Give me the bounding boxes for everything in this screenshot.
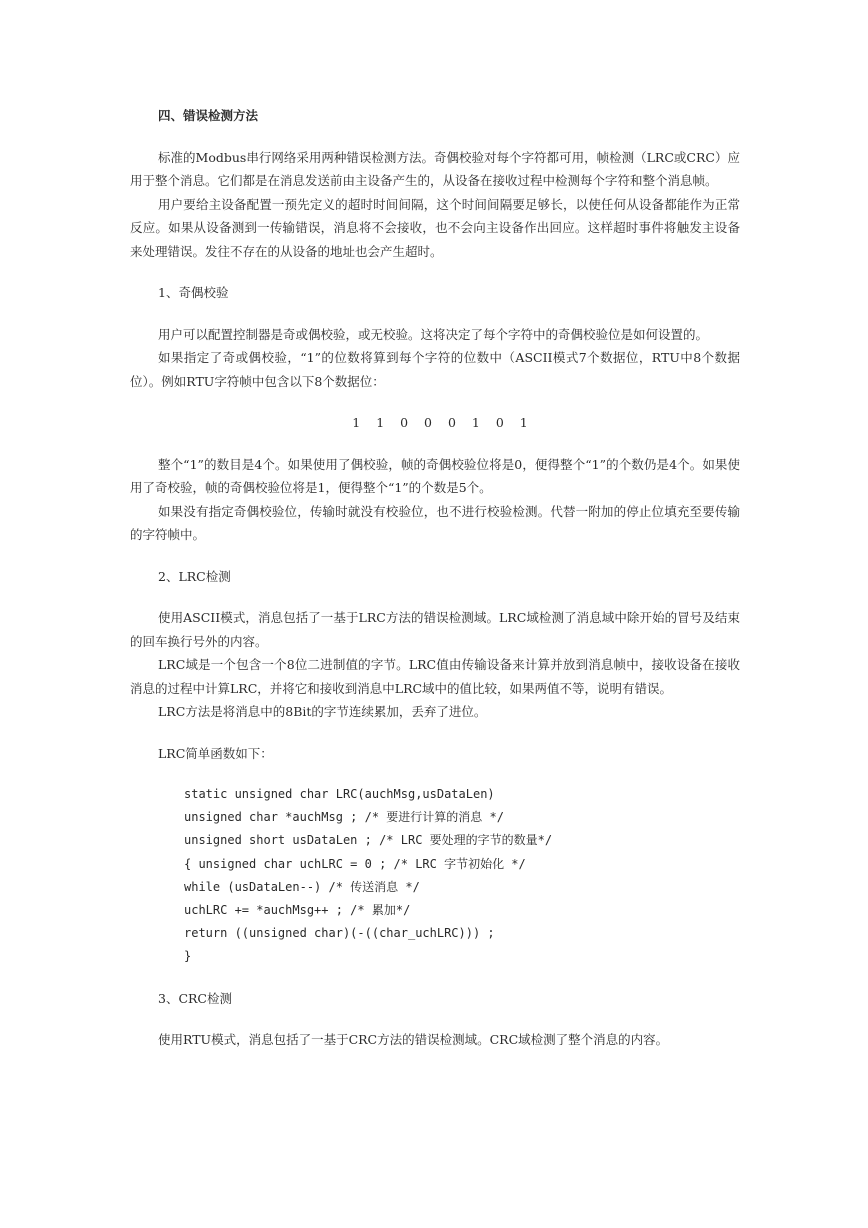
code-line: { unsigned char uchLRC = 0 ; /* LRC 字节初始化 */ xyxy=(184,856,526,871)
lrc-paragraph-1: 使用ASCII模式，消息包括了一基于LRC方法的错误检测域。LRC域检测了消息域中除开始的冒号及结束的回车换行号外的内容。 xyxy=(130,610,740,649)
lrc-code-block xyxy=(130,783,740,969)
spacer xyxy=(130,263,740,281)
code-line: } xyxy=(184,949,192,964)
code-line: static unsigned char LRC(auchMsg,usDataLen) xyxy=(184,787,495,801)
lrc-heading: 2、LRC检测 xyxy=(158,568,231,584)
spacer xyxy=(130,724,740,742)
parity-paragraph-4: 如果没有指定奇偶校验位，传输时就没有校验位，也不进行校验检测。代替一附加的停止位填充至要传输的字符帧中。 xyxy=(130,503,740,542)
spacer xyxy=(130,435,740,453)
spacer xyxy=(130,765,740,783)
parity-heading: 1、奇偶校验 xyxy=(158,285,229,300)
intro-paragraph-1: 标准的Modbus串行网络采用两种错误检测方法。奇偶校验对每个字符都可用，帧检测（LRC或CRC）应用于整个消息。它们都是在消息发送前由主设备产生的，从设备在接收过程中检测每个字符和整个消息帧。 xyxy=(130,149,740,188)
spacer xyxy=(130,1010,740,1028)
crc-heading: 3、CRC检测 xyxy=(158,990,232,1006)
code-line: while (usDataLen--) /* 传送消息 */ xyxy=(184,879,420,894)
crc-paragraph-1: 使用RTU模式，消息包括了一基于CRC方法的错误检测域。CRC域检测了整个消息的内容。 xyxy=(158,1032,669,1048)
spacer xyxy=(130,305,740,323)
lrc-paragraph-3: LRC方法是将消息中的8Bit的字节连续累加，丢弃了进位。 xyxy=(158,704,487,719)
spacer xyxy=(130,588,740,606)
data-bits-example: 1 1 0 0 0 1 0 1 xyxy=(352,415,534,430)
lrc-function-intro: LRC简单函数如下： xyxy=(158,745,273,761)
parity-paragraph-3: 整个“1”的数目是4个。如果使用了偶校验，帧的奇偶校验位将是0，便得整个“1”的个数仍是4个。如果使用了奇校验，帧的奇偶校验位将是1，便得整个“1”的个数是5个。 xyxy=(130,456,740,495)
intro-paragraph-2: 用户要给主设备配置一预先定义的超时时间间隔，这个时间间隔要足够长，以使任何从设备都能作为正常反应。如果从设备测到一传输错误，消息将不会接收，也不会向主设备作出回应。这样超时事件将触发主设备来处理错误。发往不存在的从设备的地址也会产生超时。 xyxy=(130,196,740,259)
document-body xyxy=(130,104,740,1052)
parity-paragraph-2: 如果指定了奇或偶校验，“1”的位数将算到每个字符的位数中（ASCII模式7个数据位，RTU中8个数据位）。例如RTU字符帧中包含以下8个数据位： xyxy=(130,350,740,389)
code-line: return ((unsigned char)(-((char_uchLRC))) ; xyxy=(184,926,495,941)
code-line: unsigned short usDataLen ; /* LRC 要处理的字节的数量*/ xyxy=(184,833,553,848)
spacer xyxy=(130,547,740,565)
code-line: uchLRC += *auchMsg++ ; /* 累加*/ xyxy=(184,903,411,918)
parity-paragraph-1: 用户可以配置控制器是奇或偶校验，或无校验。这将决定了每个字符中的奇偶校验位是如何设置的。 xyxy=(158,326,709,342)
spacer xyxy=(130,969,740,987)
lrc-paragraph-2: LRC域是一个包含一个8位二进制值的字节。LRC值由传输设备来计算并放到消息帧中，接收设备在接收消息的过程中计算LRC，并将它和接收到消息中LRC域中的值比较，如果两值不等，说明有错误。 xyxy=(130,657,740,696)
spacer xyxy=(130,393,740,411)
spacer xyxy=(130,128,740,146)
section-title: 四、错误检测方法 xyxy=(158,108,259,123)
code-line: unsigned char *auchMsg ; /* 要进行计算的消息 */ xyxy=(184,810,504,825)
